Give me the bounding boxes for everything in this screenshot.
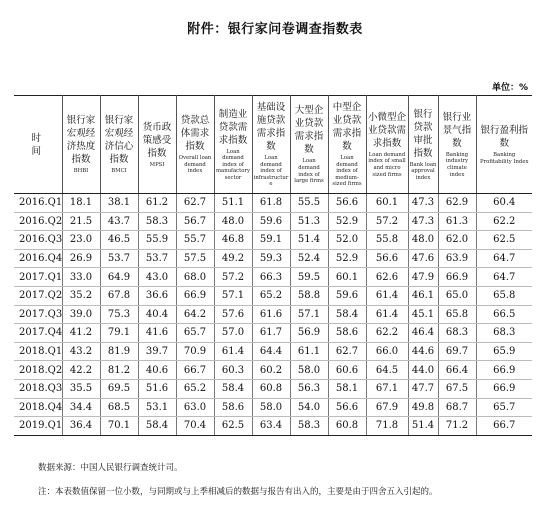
value-cell: 58.0 <box>252 398 290 417</box>
value-cell: 61.1 <box>290 342 328 361</box>
value-cell: 81.9 <box>100 342 138 361</box>
column-header-cn: 制造业贷款需求指数 <box>218 108 248 146</box>
column-header-cn: 时 间 <box>31 132 75 157</box>
table-row <box>14 324 532 343</box>
value-cell: 68.3 <box>438 324 476 343</box>
column-header-en: Banking industry climate index <box>445 151 469 178</box>
period-cell: 2018.Q3 <box>14 379 62 398</box>
value-cell: 67.8 <box>100 286 138 305</box>
value-cell: 62.0 <box>438 231 476 250</box>
value-cell: 40.4 <box>138 305 176 324</box>
value-cell: 57.2 <box>214 268 252 287</box>
value-cell: 41.2 <box>62 324 100 343</box>
value-cell: 66.4 <box>438 361 476 380</box>
value-cell: 67.9 <box>366 398 408 417</box>
table-row <box>14 417 532 436</box>
value-cell: 51.4 <box>290 231 328 250</box>
value-cell: 58.8 <box>290 286 328 305</box>
value-cell: 65.9 <box>476 342 532 361</box>
column-header <box>214 96 252 194</box>
period-cell: 2016.Q4 <box>14 249 62 268</box>
table-row <box>14 398 532 417</box>
column-header <box>476 96 532 194</box>
value-cell: 64.5 <box>366 361 408 380</box>
value-cell: 66.7 <box>476 417 532 436</box>
column-header <box>176 96 214 194</box>
value-cell: 33.0 <box>62 268 100 287</box>
value-cell: 40.6 <box>138 361 176 380</box>
table-row <box>14 361 532 380</box>
period-cell: 2016.Q1 <box>14 194 62 213</box>
value-cell: 65.2 <box>252 286 290 305</box>
column-header-cn: 大型企业贷款需求指数 <box>294 105 324 156</box>
value-cell: 36.6 <box>138 286 176 305</box>
value-cell: 66.9 <box>476 361 532 380</box>
period-cell: 2018.Q1 <box>14 342 62 361</box>
table-row <box>14 305 532 324</box>
value-cell: 64.7 <box>476 249 532 268</box>
value-cell: 68.5 <box>100 398 138 417</box>
column-header-cn: 银行家宏观经济信心指数 <box>104 115 134 166</box>
column-header-en: MPSI <box>149 161 165 168</box>
period-cell: 2019.Q1 <box>14 417 62 436</box>
value-cell: 52.9 <box>328 249 366 268</box>
value-cell: 64.2 <box>176 305 214 324</box>
source-note: 数据来源：中国人民银行调查统计司。 <box>38 463 183 473</box>
value-cell: 62.7 <box>328 342 366 361</box>
period-cell: 2017.Q2 <box>14 286 62 305</box>
value-cell: 34.4 <box>62 398 100 417</box>
value-cell: 67.1 <box>366 379 408 398</box>
value-cell: 52.0 <box>328 231 366 250</box>
value-cell: 68.7 <box>438 398 476 417</box>
value-cell: 47.7 <box>408 379 438 398</box>
value-cell: 61.8 <box>252 194 290 213</box>
column-header <box>328 96 366 194</box>
value-cell: 46.5 <box>100 231 138 250</box>
period-cell: 2016.Q2 <box>14 212 62 231</box>
value-cell: 52.4 <box>290 249 328 268</box>
value-cell: 61.4 <box>366 286 408 305</box>
value-cell: 65.7 <box>476 398 532 417</box>
column-header <box>366 96 408 194</box>
value-cell: 60.2 <box>252 361 290 380</box>
value-cell: 58.4 <box>328 305 366 324</box>
value-cell: 66.5 <box>476 305 532 324</box>
table-row <box>14 194 532 213</box>
value-cell: 66.7 <box>176 361 214 380</box>
value-cell: 59.6 <box>252 212 290 231</box>
value-cell: 66.9 <box>438 268 476 287</box>
value-cell: 60.8 <box>252 379 290 398</box>
value-cell: 58.0 <box>290 361 328 380</box>
value-cell: 57.1 <box>214 286 252 305</box>
value-cell: 57.0 <box>214 324 252 343</box>
column-header-cn: 基础设施贷款需求指数 <box>256 102 286 153</box>
column-header-cn: 银行家宏观经济热度指数 <box>66 115 96 166</box>
period-cell: 2017.Q3 <box>14 305 62 324</box>
table-row <box>14 249 532 268</box>
value-cell: 62.7 <box>176 194 214 213</box>
value-cell: 55.7 <box>176 231 214 250</box>
table-row <box>14 342 532 361</box>
value-cell: 39.0 <box>62 305 100 324</box>
table-row <box>14 379 532 398</box>
value-cell: 81.2 <box>100 361 138 380</box>
value-cell: 58.1 <box>328 379 366 398</box>
column-header-en: Loan demand index of medium-sized firms <box>332 155 362 188</box>
value-cell: 61.7 <box>252 324 290 343</box>
column-header-cn: 中型企业贷款需求指数 <box>332 102 362 153</box>
value-cell: 35.2 <box>62 286 100 305</box>
table-header-row <box>14 96 532 194</box>
value-cell: 56.6 <box>328 398 366 417</box>
value-cell: 63.4 <box>252 417 290 436</box>
value-cell: 71.2 <box>438 417 476 436</box>
period-cell: 2016.Q3 <box>14 231 62 250</box>
column-header <box>408 96 438 194</box>
table-row <box>14 231 532 250</box>
value-cell: 35.5 <box>62 379 100 398</box>
value-cell: 62.2 <box>476 212 532 231</box>
period-cell: 2018.Q4 <box>14 398 62 417</box>
value-cell: 70.4 <box>176 417 214 436</box>
value-cell: 46.1 <box>408 286 438 305</box>
value-cell: 43.2 <box>62 342 100 361</box>
column-header <box>100 96 138 194</box>
value-cell: 62.5 <box>476 231 532 250</box>
value-cell: 52.9 <box>328 212 366 231</box>
value-cell: 65.8 <box>438 305 476 324</box>
value-cell: 54.0 <box>290 398 328 417</box>
value-cell: 56.7 <box>176 212 214 231</box>
value-cell: 58.6 <box>214 398 252 417</box>
value-cell: 63.0 <box>176 398 214 417</box>
footnote: 注：本表数值保留一位小数，与同期或与上季相减后的数据与报告有出入的，主要是由于四舍五入引起的。 <box>38 487 438 497</box>
value-cell: 56.9 <box>290 324 328 343</box>
value-cell: 65.0 <box>438 286 476 305</box>
value-cell: 57.1 <box>290 305 328 324</box>
value-cell: 18.1 <box>62 194 100 213</box>
value-cell: 44.0 <box>408 361 438 380</box>
value-cell: 58.4 <box>214 379 252 398</box>
value-cell: 69.7 <box>438 342 476 361</box>
value-cell: 43.0 <box>138 268 176 287</box>
value-cell: 53.7 <box>138 249 176 268</box>
value-cell: 49.2 <box>214 249 252 268</box>
value-cell: 61.4 <box>214 342 252 361</box>
value-cell: 51.6 <box>138 379 176 398</box>
value-cell: 61.4 <box>366 305 408 324</box>
column-header-en: Loan demand index of infrastructure <box>253 155 289 188</box>
column-header-cn: 银行贷款审批指数 <box>413 108 433 159</box>
value-cell: 46.8 <box>214 231 252 250</box>
value-cell: 53.1 <box>138 398 176 417</box>
value-cell: 58.3 <box>290 417 328 436</box>
value-cell: 51.3 <box>290 212 328 231</box>
value-cell: 62.9 <box>438 194 476 213</box>
value-cell: 48.0 <box>408 231 438 250</box>
column-header-en: Banking Profitability Index <box>480 151 529 165</box>
value-cell: 36.4 <box>62 417 100 436</box>
column-header-cn: 贷款总体需求指数 <box>180 115 210 153</box>
value-cell: 23.0 <box>62 231 100 250</box>
value-cell: 57.6 <box>214 305 252 324</box>
value-cell: 79.1 <box>100 324 138 343</box>
table-body <box>14 194 532 436</box>
value-cell: 60.6 <box>328 361 366 380</box>
value-cell: 75.3 <box>100 305 138 324</box>
table-row <box>14 212 532 231</box>
value-cell: 61.2 <box>138 194 176 213</box>
value-cell: 47.9 <box>408 268 438 287</box>
table-row <box>14 286 532 305</box>
column-header-en: BHBI <box>73 168 89 175</box>
value-cell: 41.6 <box>138 324 176 343</box>
value-cell: 66.9 <box>476 379 532 398</box>
value-cell: 58.6 <box>328 324 366 343</box>
column-header-en: Loan demand index of small and micro sized firms <box>368 151 406 178</box>
period-cell: 2017.Q1 <box>14 268 62 287</box>
value-cell: 70.1 <box>100 417 138 436</box>
value-cell: 56.6 <box>366 249 408 268</box>
value-cell: 44.6 <box>408 342 438 361</box>
value-cell: 64.4 <box>252 342 290 361</box>
value-cell: 61.6 <box>252 305 290 324</box>
value-cell: 47.3 <box>408 194 438 213</box>
value-cell: 55.9 <box>138 231 176 250</box>
value-cell: 38.1 <box>100 194 138 213</box>
column-header-en: BMCI <box>111 168 127 175</box>
value-cell: 65.8 <box>476 286 532 305</box>
column-header-en: Loan demand index of manufactory sector <box>216 148 250 181</box>
value-cell: 55.5 <box>290 194 328 213</box>
value-cell: 65.7 <box>176 324 214 343</box>
column-header-en: Overall loan demand index <box>178 155 212 175</box>
value-cell: 59.5 <box>290 268 328 287</box>
column-header-cn: 货币政策感受指数 <box>142 121 172 159</box>
value-cell: 46.4 <box>408 324 438 343</box>
value-cell: 62.5 <box>214 417 252 436</box>
period-cell: 2017.Q4 <box>14 324 62 343</box>
value-cell: 58.4 <box>138 417 176 436</box>
value-cell: 68.3 <box>476 324 532 343</box>
value-cell: 62.6 <box>366 268 408 287</box>
value-cell: 49.8 <box>408 398 438 417</box>
value-cell: 45.1 <box>408 305 438 324</box>
unit-label: 单位：% <box>491 83 528 93</box>
value-cell: 59.1 <box>252 231 290 250</box>
value-cell: 70.9 <box>176 342 214 361</box>
value-cell: 71.8 <box>366 417 408 436</box>
value-cell: 57.5 <box>176 249 214 268</box>
value-cell: 60.1 <box>366 194 408 213</box>
column-header <box>62 96 100 194</box>
column-header <box>438 96 476 194</box>
column-header-time <box>14 96 75 194</box>
value-cell: 26.9 <box>62 249 100 268</box>
value-cell: 60.3 <box>214 361 252 380</box>
value-cell: 47.3 <box>408 212 438 231</box>
column-header <box>138 96 176 194</box>
page-title: 附件：银行家问卷调查指数表 <box>187 22 363 37</box>
period-cell: 2018.Q2 <box>14 361 62 380</box>
value-cell: 43.7 <box>100 212 138 231</box>
value-cell: 60.4 <box>476 194 532 213</box>
column-header-en: Bank loan approval index <box>409 161 437 181</box>
value-cell: 51.1 <box>214 194 252 213</box>
table-row <box>14 268 532 287</box>
value-cell: 69.5 <box>100 379 138 398</box>
column-header <box>290 96 328 194</box>
value-cell: 47.6 <box>408 249 438 268</box>
value-cell: 66.3 <box>252 268 290 287</box>
value-cell: 57.2 <box>366 212 408 231</box>
value-cell: 42.2 <box>62 361 100 380</box>
column-header-cn: 银行业景气指数 <box>442 111 472 149</box>
value-cell: 56.6 <box>328 194 366 213</box>
value-cell: 51.4 <box>408 417 438 436</box>
column-header-en: Loan demand index of large firms <box>294 158 324 185</box>
value-cell: 48.0 <box>214 212 252 231</box>
value-cell: 59.6 <box>328 286 366 305</box>
column-header <box>252 96 290 194</box>
value-cell: 66.9 <box>176 286 214 305</box>
value-cell: 58.3 <box>138 212 176 231</box>
value-cell: 65.2 <box>176 379 214 398</box>
value-cell: 64.7 <box>476 268 532 287</box>
value-cell: 62.2 <box>366 324 408 343</box>
value-cell: 66.0 <box>366 342 408 361</box>
value-cell: 60.1 <box>328 268 366 287</box>
value-cell: 68.0 <box>176 268 214 287</box>
value-cell: 55.8 <box>366 231 408 250</box>
value-cell: 60.8 <box>328 417 366 436</box>
value-cell: 59.3 <box>252 249 290 268</box>
value-cell: 67.5 <box>438 379 476 398</box>
value-cell: 21.5 <box>62 212 100 231</box>
value-cell: 61.3 <box>438 212 476 231</box>
column-header-cn: 小微型企业贷款需求指数 <box>367 111 406 149</box>
value-cell: 56.3 <box>290 379 328 398</box>
value-cell: 64.9 <box>100 268 138 287</box>
value-cell: 53.7 <box>100 249 138 268</box>
index-table <box>14 95 532 436</box>
value-cell: 63.9 <box>438 249 476 268</box>
column-header-cn: 银行盈利指数 <box>480 124 528 149</box>
value-cell: 39.7 <box>138 342 176 361</box>
